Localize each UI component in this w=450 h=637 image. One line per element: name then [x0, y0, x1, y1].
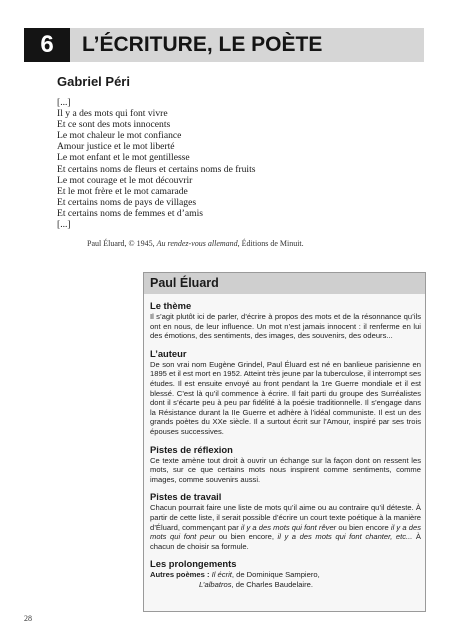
- poem-line: Et ce sont des mots innocents: [57, 119, 171, 131]
- page-number: 28: [24, 614, 32, 623]
- poem-line: Et certains noms de fleurs et certains noms de fruits: [57, 163, 256, 175]
- poem-line: Il y a des mots qui font vivre: [57, 108, 168, 120]
- credit-work-title: Au rendez-vous allemand: [156, 239, 238, 248]
- poem-line: Le mot courage et le mot découvrir: [57, 174, 193, 186]
- poem-line: [...]: [57, 97, 71, 108]
- chapter-number: 6: [24, 28, 70, 62]
- poem-line: Et certains noms de pays de villages: [57, 196, 197, 208]
- poem-text: [57, 97, 255, 230]
- poem-line: Amour justice et le mot liberté: [57, 141, 175, 153]
- extensions-item: L’albatros, de Charles Baudelaire.: [199, 579, 313, 589]
- extensions-heading: Les prolongements: [150, 558, 237, 570]
- poem-line: [...]: [57, 219, 71, 231]
- theme-text: Il s’agit plutôt ici de parler, d’écrire à propos des mots et de la résonnance qu’ils ont en nous, de leur influence. Un mot n’est jamais innocent : il renferme en lui des émotions, des sentiments, des images, des souvenirs, des odeurs...: [150, 312, 421, 341]
- poem-line: Le mot chaleur le mot confiance: [57, 130, 182, 142]
- poem-line: Le mot enfant et le mot gentillesse: [57, 152, 190, 164]
- poem-title: Gabriel Péri: [57, 74, 130, 89]
- author-sidebox: [143, 272, 426, 612]
- extensions-label: Autres poèmes :: [150, 570, 210, 580]
- poem-credit: Paul Éluard, © 1945, Au rendez-vous allemand, Éditions de Minuit.: [87, 239, 304, 248]
- poem-line: Et certains noms de femmes et d’amis: [57, 207, 203, 219]
- extensions-item: Autres poèmes : Il écrit, de Dominique Sampiero,: [150, 570, 320, 580]
- work-heading: Pistes de travail: [150, 491, 222, 503]
- sidebox-content: [150, 300, 421, 589]
- author-heading: L’auteur: [150, 347, 187, 359]
- chapter-title: L’ÉCRITURE, LE POÈTE: [82, 33, 323, 56]
- sidebox-header: [144, 273, 425, 294]
- chapter-header: [24, 28, 424, 62]
- theme-heading: Le thème: [150, 300, 192, 311]
- poem-line: Et le mot frère et le mot camarade: [57, 185, 188, 197]
- reflection-text: Ce texte amène tout droit à ouvrir un échange sur la façon dont on ressent les mots, sur ce que certains mots nous inspirent comme sentiments, comme images, comme souvenirs aussi.: [150, 455, 421, 484]
- sidebox-title: Paul Éluard: [150, 276, 219, 290]
- reflection-heading: Pistes de réflexion: [150, 443, 233, 455]
- work-text: Chacun pourrait faire une liste de mots qu’il aime ou au contraire qu’il déteste. À partir de cette liste, il serait possible d’écrire un court texte poétique à la manière d’Éluard, commençant par il y a des mots qui font rêver ou bien encore il y a des mots qui font peur ou bien encore, il y a des mots qui font chanter, etc... À chacun de choisir sa formule.: [150, 503, 422, 551]
- author-text: De son vrai nom Eugène Grindel, Paul Éluard est né en banlieue parisienne en 1895 et il est mort en 1952. Atteint très jeune par la tuberculose, il interrompt ses études. Il est ensuite envoyé au front pendant la 1re Guerre mondiale et il est blessé. C’est là qu’il commence à écrire. Il fait parti du groupe des Surréalistes dont il s’écarte peu à peu par fidélité à la poésie traditionnelle. Il s’engage dans la Résistance durant la IIe Guerre et adhère à l’idéal communiste. Il est un des grands poètes du XXe siècle. Il a surtout écrit sur l’Amour, inspiré par ses trois épouses successives.: [150, 359, 421, 436]
